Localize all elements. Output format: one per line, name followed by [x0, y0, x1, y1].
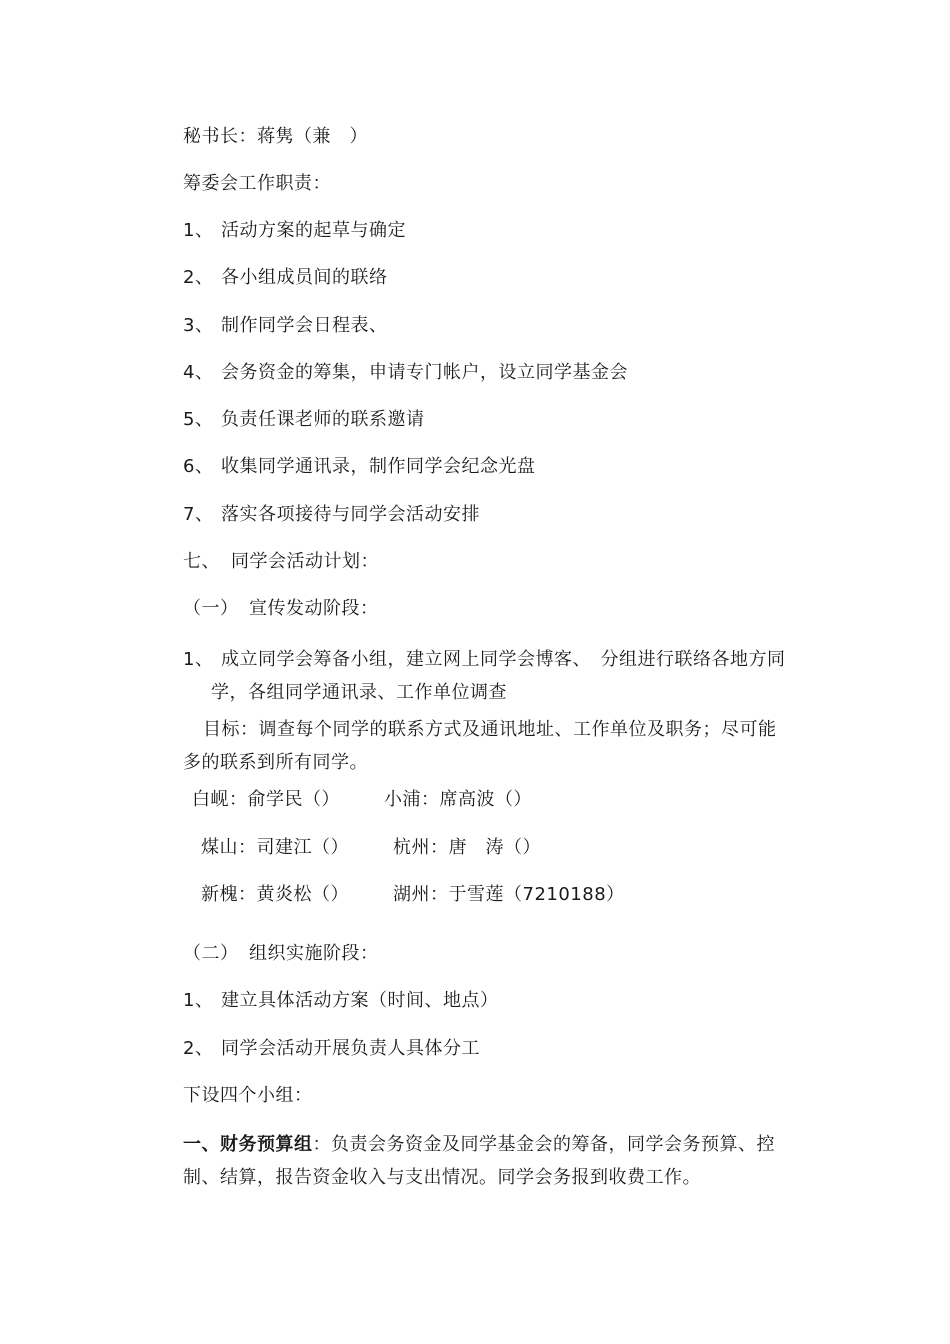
item-number: 1、	[183, 990, 214, 1011]
phase1-item	[183, 643, 813, 709]
duty-number: 1、	[183, 220, 214, 241]
phase-number: （一）	[183, 598, 239, 619]
finance-group-paragraph	[183, 1128, 813, 1194]
contact-left: 煤山：司建江（）	[201, 837, 349, 858]
goal-line1: 目标：调查每个同学的联系方式及通讯地址、工作单位及职务；尽可能	[203, 719, 777, 740]
duty-text: 各小组成员间的联络	[221, 267, 388, 288]
contact-left: 白岘：俞学民（）	[192, 789, 340, 810]
duty-text: 收集同学通讯录，制作同学会纪念光盘	[221, 456, 536, 477]
contact-row	[201, 834, 541, 862]
duty-text: 制作同学会日程表、	[221, 315, 388, 336]
phase2-item	[183, 987, 499, 1015]
duty-item	[183, 359, 628, 387]
duty-number: 5、	[183, 409, 214, 430]
item-text: 建立具体活动方案（时间、地点）	[221, 990, 499, 1011]
goal-paragraph	[183, 713, 813, 779]
phase-number: （二）	[183, 943, 239, 964]
finance-desc: ：负责会务资金及同学基金会的筹备，同学会务预算、控	[312, 1134, 775, 1155]
finance-line1	[183, 1128, 813, 1161]
duty-item	[183, 406, 425, 434]
duty-number: 2、	[183, 267, 214, 288]
section-number: 七、	[183, 551, 220, 572]
item-number: 2、	[183, 1038, 214, 1059]
duty-number: 4、	[183, 362, 214, 383]
item-text: 成立同学会筹备小组，建立网上同学会博客、 分组进行联络各地方同	[221, 649, 786, 670]
phase-title: 宣传发动阶段：	[249, 598, 379, 619]
phase2-item	[183, 1035, 480, 1063]
duty-item	[183, 264, 388, 292]
phase-heading	[183, 940, 379, 968]
contact-right: 杭州：唐 涛（）	[393, 837, 541, 858]
secretary-line: 秘书长：蒋隽（兼 ）	[183, 126, 368, 147]
phase-title: 组织实施阶段：	[249, 943, 379, 964]
duties-heading: 筹委会工作职责：	[183, 173, 331, 194]
duty-item	[183, 312, 388, 340]
phase1-item-line2: 学，各组同学通讯录、工作单位调查	[211, 682, 507, 703]
duty-item	[183, 453, 536, 481]
phase1-item-line1	[183, 643, 813, 676]
item-number: 1、	[183, 649, 214, 670]
contact-row	[192, 786, 532, 814]
duty-number: 6、	[183, 456, 214, 477]
contact-right: 湖州：于雪莲（7210188）	[393, 884, 625, 905]
finance-line2: 制、结算，报告资金收入与支出情况。同学会务报到收费工作。	[183, 1167, 701, 1188]
contact-right: 小浦：席高波（）	[384, 789, 532, 810]
contact-row	[201, 881, 625, 909]
contact-left: 新槐：黄炎松（）	[201, 884, 349, 905]
duty-text: 落实各项接待与同学会活动安排	[221, 504, 480, 525]
duty-item	[183, 217, 406, 245]
item-text: 同学会活动开展负责人具体分工	[221, 1038, 480, 1059]
phase-heading	[183, 595, 379, 623]
duty-text: 活动方案的起草与确定	[221, 220, 406, 241]
duty-number: 3、	[183, 315, 214, 336]
finance-group-title: 一、财务预算组	[183, 1134, 313, 1155]
duty-number: 7、	[183, 504, 214, 525]
section-title: 同学会活动计划：	[231, 551, 379, 572]
duty-item	[183, 501, 480, 529]
duty-text: 负责任课老师的联系邀请	[221, 409, 425, 430]
goal-line2: 多的联系到所有同学。	[183, 752, 368, 773]
section-heading	[183, 548, 379, 576]
groups-intro: 下设四个小组：	[183, 1085, 313, 1106]
duty-text: 会务资金的筹集，申请专门帐户，设立同学基金会	[221, 362, 628, 383]
